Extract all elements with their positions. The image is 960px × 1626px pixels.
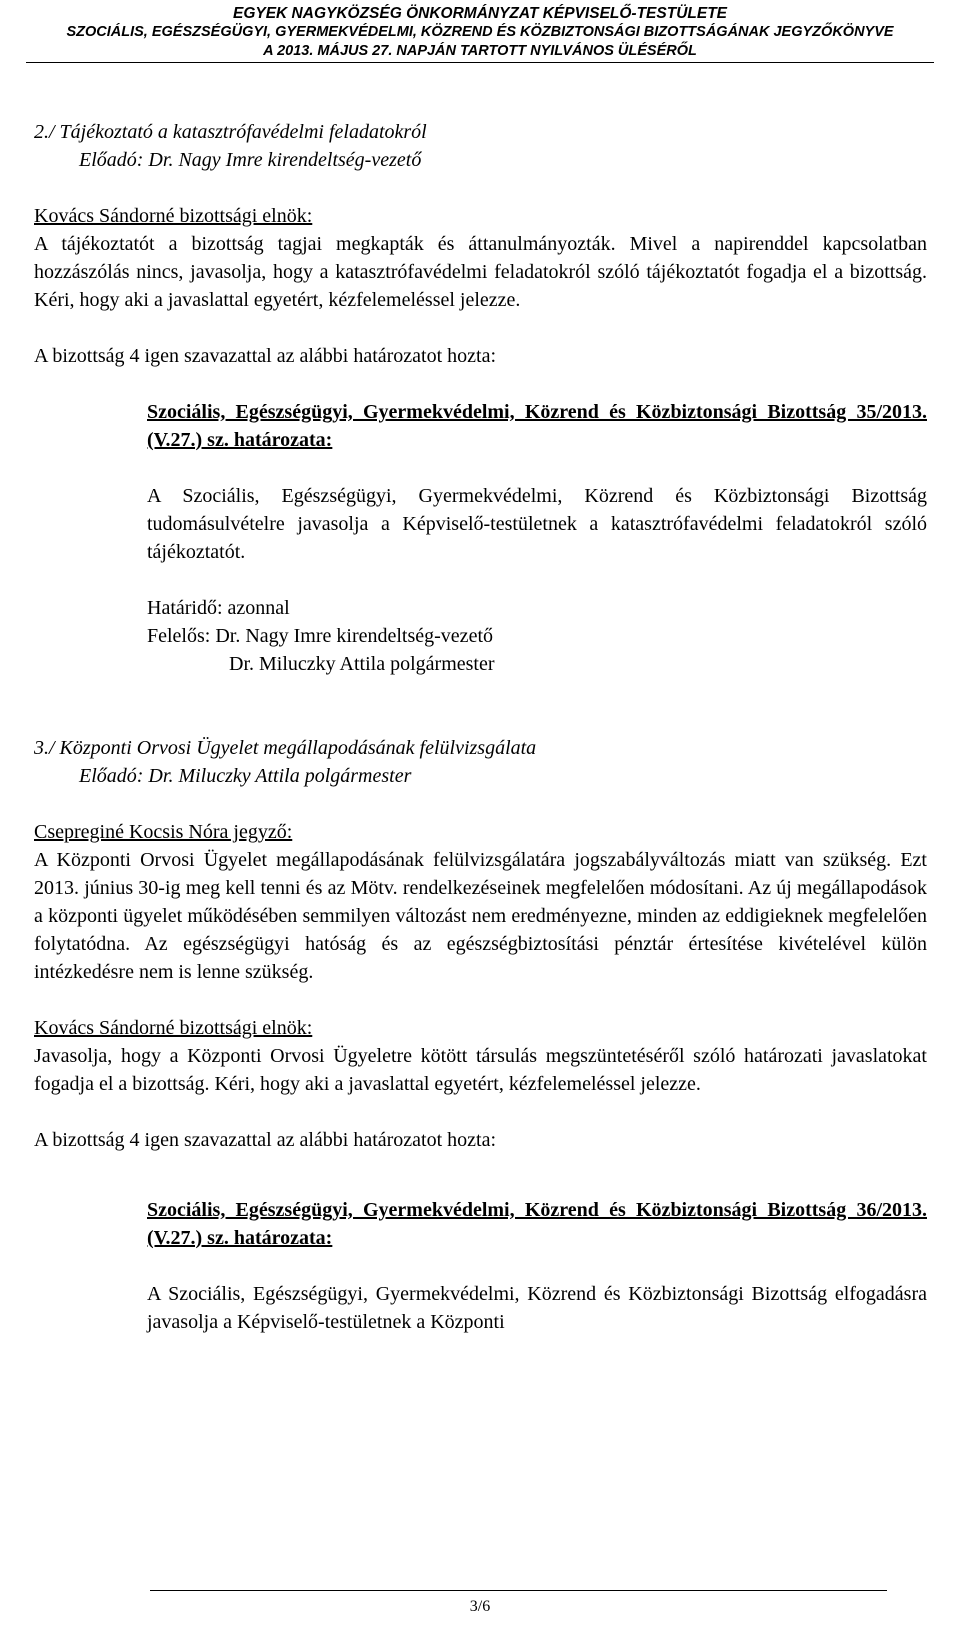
agenda-item-2	[34, 118, 927, 678]
document-body	[34, 118, 927, 1336]
presenter: Előadó: Dr. Nagy Imre kirendeltség-vezető	[79, 149, 422, 171]
speech-paragraph: A tájékoztatót a bizottság tagjai megkapták és áttanulmányozták. Mivel a napirenddel kapcsolatban hozzászólás nincs, javasolja, hogy a katasztrófavédelmi feladatokról szóló tájékoztatót fogadja el a bizottság. Kéri, hogy aki a javaslattal egyetért, kézfelemeléssel jelezze.	[34, 233, 927, 311]
agenda-item-title: 2./ Tájékoztató a katasztrófavédelmi feladatokról	[34, 121, 427, 143]
footer-divider	[150, 1590, 887, 1591]
speech-paragraph: Javasolja, hogy a Központi Orvosi Ügyeletre kötött társulás megszüntetéséről szóló határozati javaslatokat fogadja el a bizottság. Kéri, hogy aki a javaslattal egyetért, kézfelemeléssel jelezze.	[34, 1045, 927, 1095]
speech-paragraph: A Központi Orvosi Ügyelet megállapodásának felülvizsgálatára jogszabályváltozás miatt van szükség. Ezt 2013. június 30-ig meg kell tenni és az Mötv. rendelkezéseinek megfelelően módosítani. Az új megállapodások a központi ügyelet működésében semmilyen változást nem eredményezne, minden az eddigieknek megfelelően folytatódna. Az egészségügyi hatóság és az egészségbiztosítási pénztár értesítése kivételével külön intézkedésre nem is lenne szükség.	[34, 849, 927, 983]
header-line-2: SZOCIÁLIS, EGÉSZSÉGÜGYI, GYERMEKVÉDELMI, KÖZREND ÉS KÖZBIZTONSÁGI BIZOTTSÁGÁNAK JEGYZŐKÖNYVE	[66, 24, 894, 40]
resolution-text: A Szociális, Egészségügyi, Gyermekvédelmi, Közrend és Közbiztonsági Bizottság elfogadásra javasolja a Képviselő-testületnek a Központi	[147, 1283, 927, 1333]
responsible-second: Dr. Miluczky Attila polgármester	[229, 653, 495, 675]
document-header	[0, 4, 960, 61]
header-line-1: EGYEK NAGYKÖZSÉG ÖNKORMÁNYZAT KÉPVISELŐ-TESTÜLETE	[232, 5, 728, 22]
resolution-block	[147, 1196, 927, 1336]
page-number: 3/6	[469, 1598, 491, 1615]
resolution-text: A Szociális, Egészségügyi, Gyermekvédelmi, Közrend és Közbiztonsági Bizottság tudomásulvételre javasolja a Képviselő-testületnek a katasztrófavédelmi feladatokról szóló tájékoztatót.	[147, 485, 927, 563]
header-line-3: A 2013. MÁJUS 27. NAPJÁN TARTOTT NYILVÁNOS ÜLÉSÉRŐL	[263, 43, 697, 59]
agenda-item-3	[34, 734, 927, 1336]
responsible: Felelős: Dr. Nagy Imre kirendeltség-vezető	[147, 625, 493, 647]
vote-statement: A bizottság 4 igen szavazattal az alábbi határozatot hozta:	[34, 1129, 497, 1151]
resolution-title: Szociális, Egészségügyi, Gyermekvédelmi, Közrend és Közbiztonsági Bizottság 36/2013.(V.27.) sz. határozata:	[147, 1199, 927, 1249]
agenda-item-title: 3./ Központi Orvosi Ügyelet megállapodásának felülvizsgálata	[34, 737, 537, 759]
deadline: Határidő: azonnal	[147, 597, 290, 619]
presenter: Előadó: Dr. Miluczky Attila polgármester	[79, 765, 412, 787]
header-divider	[26, 62, 934, 63]
vote-statement: A bizottság 4 igen szavazattal az alábbi határozatot hozta:	[34, 345, 497, 367]
speaker-name: Kovács Sándorné bizottsági elnök:	[34, 205, 313, 227]
resolution-block	[147, 398, 927, 678]
speaker-name: Kovács Sándorné bizottsági elnök:	[34, 1017, 313, 1039]
resolution-title: Szociális, Egészségügyi, Gyermekvédelmi, Közrend és Közbiztonsági Bizottság 35/2013.(V.27.) sz. határozata:	[147, 401, 927, 451]
speaker-name: Csepreginé Kocsis Nóra jegyző:	[34, 821, 293, 843]
